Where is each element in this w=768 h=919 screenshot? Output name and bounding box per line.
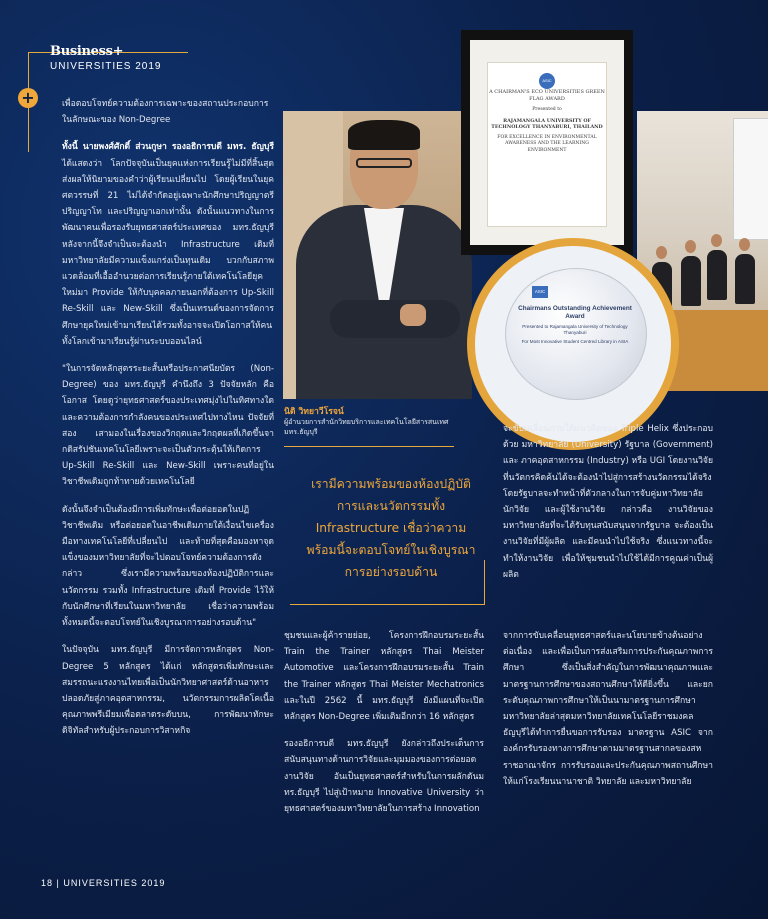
- meeting-attendee-head: [739, 238, 750, 251]
- meeting-attendee-head: [656, 246, 667, 259]
- plus-icon: +: [18, 88, 38, 108]
- portrait-hand: [400, 304, 426, 326]
- paragraph: เพื่อตอบโจทย์ความต้องการเฉพาะของสถานประกอบการในลักษณะของ Non-Degree: [62, 99, 269, 126]
- trophy-reason: For Most Innovative Student Centred Library in ASIA: [521, 339, 629, 344]
- certificate-heading: A CHAIRMAN'S ECO UNIVERSITIES GREEN FLAG AWARD: [489, 89, 605, 102]
- article-column-right: [503, 421, 713, 594]
- brand-logo: Business+: [50, 44, 124, 59]
- trophy-presented: Presented to Rajamangala University of Technology Thanyaburi: [522, 324, 628, 335]
- trophy-title: Chairmans Outstanding Achievement Award: [518, 305, 632, 320]
- portrait-arms: [330, 300, 460, 338]
- asic-logo: ASIC: [539, 73, 555, 89]
- trophy-text: [512, 305, 638, 345]
- quote-paragraph: "ในการจัดหลักสูตรระยะสั้นหรือประกาศนียบัตร (Non-Degree) ของ มทร.ธัญบุรี คำนึงถึง 3 ปัจจัยหลัก คือ โอกาส โดยดูว่ายุทธศาสตร์ของประเทศมุ่งไปในทิศทางใด และความต้องการกำลังคนของประเทศไปทางไหน ปัจจัยที่สอง เสามองในเรื่องของวิกฤตและวิกฤตผลที่เกิดขึ้นจากดิสรัปชันเทคโนโลยีเพราะจะเป็นตัวกระตุ้นให้เกิดการ Up-Skill Re-Skill และ New-Skill เพราะคนที่อยู่ในวิชาชีพเดิมถูกท้าทายด้วยเทคโนโลยี: [62, 364, 274, 488]
- meeting-attendee: [735, 254, 755, 304]
- portrait-glasses: [356, 158, 412, 168]
- paragraph: รองอธิการบดี มทร.ธัญบุรี ยังกล่าวถึงประเด็นการสนับสนุนทางด้านการวิจัยและมุมมองของการต่อยอดงานวิจัย อันเป็นยุทธศาสตร์สำหรับในการผลักดันมทร.ธัญบุรี ไปสู่เป้าหมาย Innovative University ว่ายุทธศาสตร์ของมหาวิทยาลัยในการสร้าง Innovation: [284, 739, 484, 815]
- paragraph: ดังนั้นจึงจำเป็นต้องมีการเพิ่มทักษะเพื่อต่อยอดในปฏิวิชาชีพเดิม หรือต่อยอดในอาชีพเดิมภายใต้เงื่อนไขเครื่องมือทางเทคโนโลยีที่เปลี่ยนไป และท้ายที่สุดคือมองหาจุดแข็งของมหาวิทยาลัยที่จะไปตอบโจทย์ความต้องการดังกล่าว ซึ่งเรามีความพร้อมของห้องปฏิบัติการและนวัตกรรม รวมทั้ง Infrastructure เดิมที่ Provide ไว้ให้กับนักศึกษาที่เรียนในมหาวิทยาลัย เชื่อว่าความพร้อมทั้งหมดนี้จะตอบโจทย์ในเชิงบูรณาการอย่างรอบด้าน": [62, 504, 274, 629]
- section-label: UNIVERSITIES 2019: [50, 61, 162, 72]
- article-column-middle: [284, 628, 484, 828]
- meeting-attendee-head: [711, 234, 722, 247]
- meeting-attendee: [681, 256, 701, 306]
- meeting-attendee: [707, 250, 727, 300]
- portrait-hair: [348, 120, 420, 150]
- pull-quote: เรามีความพร้อมของห้องปฏิบัติการและนวัตกรรมทั้ง Infrastructure เชื่อว่าความพร้อมนี้จะตอบโจทย์ในเชิงบูรณาการอย่างรอบด้าน: [306, 477, 476, 579]
- certificate-recipient: RAJAMANGALA UNIVERSITY OF TECHNOLOGY THANYABURI, THAILAND: [491, 117, 603, 130]
- paragraph: [62, 139, 274, 350]
- certificate-presented: Presented to: [532, 107, 562, 112]
- meeting-attendee-head: [685, 240, 696, 253]
- certificate-reason: FOR EXCELLENCE IN ENVIRONMENTAL AWARENESS AND THE LEARNING ENVIRONMENT: [497, 134, 597, 153]
- award-certificate: [487, 62, 607, 227]
- meeting-screen: [733, 118, 768, 240]
- paragraph-text: ได้แสดงว่า โลกปัจจุบันเป็นยุคแห่งการเรียนรู้ไม่มีที่สิ้นสุด ส่งผลให้นิยามของคำว่าผู้เรียนเปลี่ยนไป โดยผู้เรียนในยุคศตวรรษที่ 21 ไม่ได้จำกัดอยู่เฉพาะนักศึกษาปริญญาตรี ปริญญาโท และปริญญาเอกเท่านั้น ดังนั้นแนวทางในการพัฒนาคนเพื่อรองรับยุทธศาสตร์ประเทศของ มทร.ธัญบุรี หลังจากนี้จึงจำเป็นจะต้องนำ Infrastructure เดิมที่มหาวิทยาลัยมีความแข็งแกร่งเป็นทุนเดิม บวกกับสภาพแวดล้อมที่เอื้ออำนวยต่อการเรียนรู้ภายใต้เทคโนโลยียุคใหม่มา Provide ให้กับบุคคลภายนอกที่ต้องการ Up-Skill Re-Skill และ New-Skill ซึ่งเป็นเทรนด์ของการจัดการศึกษายุคใหม่เข้ามาเรียนได้รวมทั้งอาจจะเปิดโอกาสให้คนทั้งโลกเข้ามาเรียนรู้ผ่านระบบออนไลน์: [62, 158, 274, 347]
- article-column-left: [62, 96, 274, 751]
- paragraph: ในปัจจุบัน มทร.ธัญบุรี มีการจัดการหลักสูตร Non-Degree 5 หลักสูตร ได้แก่ หลักสูตรเพิ่มทักษะและสมรรถนะแรงงานไทยเพื่อเป็นนักวิทยาศาสตร์ด้านอาหารปลอดภัยสู่ภาคอุตสาหกรรม, นวัตกรรมการผลิตโคเนื้อคุณภาพพรีเมียมเพื่อตลาดระดับบน, การพัฒนาทักษะดิจิทัลสำหรับผู้ประกอบการวิสาหกิจ: [62, 645, 274, 737]
- page-number: 18: [41, 878, 54, 888]
- quote-rule-top: [284, 446, 454, 447]
- caption-name: นิติ วิทยาวีโรจน์: [284, 407, 344, 417]
- article-column-right-lower: [503, 628, 713, 801]
- caption-title: ผู้อำนวยการสำนักวิทยบริการและเทคโนโลยีสารสนเทศ มทร.ธัญบุรี: [284, 418, 449, 436]
- page-footer: 18 | UNIVERSITIES 2019: [41, 878, 166, 888]
- quote-rule-right: [484, 560, 485, 605]
- footer-label: UNIVERSITIES 2019: [63, 878, 166, 888]
- paragraph: ชุมชนและผู้ค้ารายย่อย, โครงการฝึกอบรมระยะสั้น Train the Trainer หลักสูตร Thai Meister Automotive และโครงการฝึกอบรมระยะสั้น Train the Trainer หลักสูตร Thai Meister Mechatronics และในปี 2562 นี้ มทร.ธัญบุรี ยังมีแผนที่จะเปิดหลักสูตร Non-Degree เพิ่มเติมอีกกว่า 16 หลักสูตร: [284, 631, 484, 723]
- quote-rule-bottom: [290, 604, 484, 605]
- speaker-name: ทั้งนี้ นายพงศ์ศักดิ์ ส่วนกูษา รองอธิการบดี มทร. ธัญบุรี: [62, 142, 274, 153]
- paragraph: จะขับเคลื่อนภายใต้แนวคิดของ Triple Helix ซึ่งประกอบด้วย มหาวิทยาลัย (University) รัฐบาล (Government) และ ภาคอุตสาหกรรม (Industry) หรือ UGI โดยงานวิจัยที่นวัตกรคิดค้นได้จะต้องนำไปสู่การสร้างนวัตกรรมได้จริง โดยรัฐบาลจะทำหน้าที่ตัวกลางในการจับคู่มหาวิทยาลัย นักวิจัย และผู้ใช้งานวิจัย กล่าวคือ งานวิจัยของมหาวิทยาลัยที่จะได้รับทุนสนับสนุนจากรัฐบาล จะต้องเป็นงานวิจัยที่มีผู้ผลิต และมีคนนำไปใช้จริง ซึ่งแนวทางนี้จะทำให้งานวิจัย เพื่อให้ชุมชนนำไปใช้ได้มีการคูณค่าเป็นผู้ผลิต: [503, 424, 713, 580]
- paragraph: จากการขับเคลื่อนยุทธศาสตร์และนโยบายข้างต้นอย่างต่อเนื่อง และเพื่อเป็นการส่งเสริมการประกันคุณภาพการศึกษา ซึ่งเป็นสิ่งสำคัญในการพัฒนาคุณภาพและมาตรฐานการศึกษาของสถานศึกษาให้ดียิ่งขึ้น และยกระดับคุณภาพการศึกษาให้เป็นนามาตรฐานการศึกษามหาวิทยาลัยล่าสุดมหาวิทยาลัยเทคโนโลยีราชมงคลธัญบุรีได้ทำการยื่นขอการรับรอง มาตรฐาน ASIC จากองค์กรรับรองทางการศึกษาตามมาตรฐานสากลของสหราชอาณาจักร การรับรองและประกันคุณภาพสถานศึกษาให้แก่โรงเรียนนานาชาติ วิทยาลัย และมหาวิทยาลัย: [503, 631, 713, 787]
- asic-logo: ASIC: [532, 286, 548, 298]
